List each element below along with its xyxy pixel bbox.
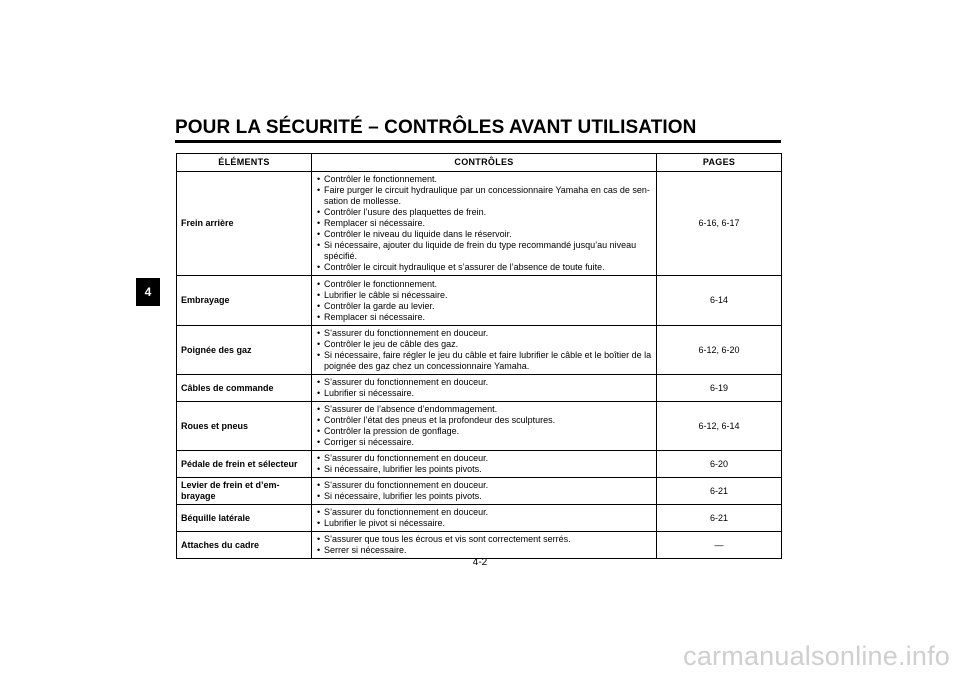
chapter-tab: 4 [136,278,160,306]
pre-operation-checklist-table [176,153,782,559]
check-item: • Contrôler le circuit hydraulique et s’assurer de l’absence de toute fuite. [315,262,652,273]
check-item: • Corriger si nécessaire. [315,437,652,448]
row-checks [312,451,657,478]
row-element-name: Attaches du cadre [177,532,312,559]
table-row [177,505,782,532]
table-row [177,402,782,451]
check-item: • Si nécessaire, faire régler le jeu du câble et faire lubrifier le câble et le boîtier de la poignée des gaz chez un concessionnaire Yamaha. [315,350,652,372]
check-item: • Serrer si nécessaire. [315,545,652,556]
check-list [315,534,652,556]
table-row [177,276,782,326]
row-pages: — [657,532,782,559]
row-pages: 6-16, 6-17 [657,172,782,276]
check-item: • Lubrifier si nécessaire. [315,388,652,399]
row-element-name: Câbles de commande [177,375,312,402]
check-item: • Si nécessaire, lubrifier les points pivots. [315,464,652,475]
check-item: • Contrôler le jeu de câble des gaz. [315,339,652,350]
check-list [315,377,652,399]
table-row [177,532,782,559]
check-item: • Si nécessaire, lubrifier les points pivots. [315,491,652,502]
check-item: • Si nécessaire, ajouter du liquide de frein du type recommandé jusqu’au niveau spécifié. [315,240,652,262]
table-row [177,375,782,402]
check-item: • S’assurer du fonctionnement en douceur. [315,507,652,518]
check-item: • Contrôler le fonctionnement. [315,174,652,185]
check-item: • Contrôler la garde au levier. [315,301,652,312]
row-checks [312,532,657,559]
check-list [315,480,652,502]
row-element-name: Béquille latérale [177,505,312,532]
check-item: • S’assurer du fonctionnement en douceur. [315,480,652,491]
check-item: • Lubrifier le pivot si nécessaire. [315,518,652,529]
row-checks [312,375,657,402]
check-item: • Lubrifier le câble si nécessaire. [315,290,652,301]
check-item: • Contrôler le fonctionnement. [315,279,652,290]
row-checks [312,276,657,326]
check-item: • Contrôler l’usure des plaquettes de frein. [315,207,652,218]
header-pages: PAGES [657,154,782,172]
check-item: • Contrôler l’état des pneus et la profondeur des sculptures. [315,415,652,426]
row-checks [312,505,657,532]
row-element-name: Frein arrière [177,172,312,276]
row-pages: 6-12, 6-14 [657,402,782,451]
check-item: • Contrôler le niveau du liquide dans le réservoir. [315,229,652,240]
check-item: • S’assurer du fonctionnement en douceur. [315,453,652,464]
row-element-name: Pédale de frein et sélecteur [177,451,312,478]
table-row [177,172,782,276]
row-checks [312,478,657,505]
title-divider [175,140,781,143]
table-header-row [177,154,782,172]
check-list [315,507,652,529]
row-pages: 6-19 [657,375,782,402]
row-pages: 6-12, 6-20 [657,326,782,375]
page-title: POUR LA SÉCURITÉ – CONTRÔLES AVANT UTILISATION [175,117,697,138]
row-checks [312,172,657,276]
row-element-name: Levier de frein et d’em-brayage [177,478,312,505]
check-item: • S’assurer du fonctionnement en douceur. [315,377,652,388]
check-item: • S’assurer de l’absence d’endommagement. [315,404,652,415]
check-list [315,453,652,475]
table-body [177,172,782,559]
row-element-name: Embrayage [177,276,312,326]
check-list [315,279,652,323]
table-row [177,451,782,478]
table-row [177,478,782,505]
header-elements: ÉLÉMENTS [177,154,312,172]
check-list [315,404,652,448]
check-list [315,328,652,372]
check-item: • Faire purger le circuit hydraulique par un concessionnaire Yamaha en cas de sen-sation de mollesse. [315,185,652,207]
header-checks: CONTRÔLES [312,154,657,172]
row-element-name: Poignée des gaz [177,326,312,375]
check-item: • Remplacer si nécessaire. [315,218,652,229]
row-pages: 6-21 [657,478,782,505]
watermark: carmanualsonline.info [683,641,950,671]
table-row [177,326,782,375]
check-item: • Remplacer si nécessaire. [315,312,652,323]
row-pages: 6-20 [657,451,782,478]
check-item: • Contrôler la pression de gonflage. [315,426,652,437]
row-pages: 6-21 [657,505,782,532]
check-item: • S’assurer que tous les écrous et vis sont correctement serrés. [315,534,652,545]
row-checks [312,402,657,451]
row-checks [312,326,657,375]
page-number: 4-2 [472,557,488,568]
row-pages: 6-14 [657,276,782,326]
row-element-name: Roues et pneus [177,402,312,451]
check-list [315,174,652,273]
check-item: • S’assurer du fonctionnement en douceur. [315,328,652,339]
